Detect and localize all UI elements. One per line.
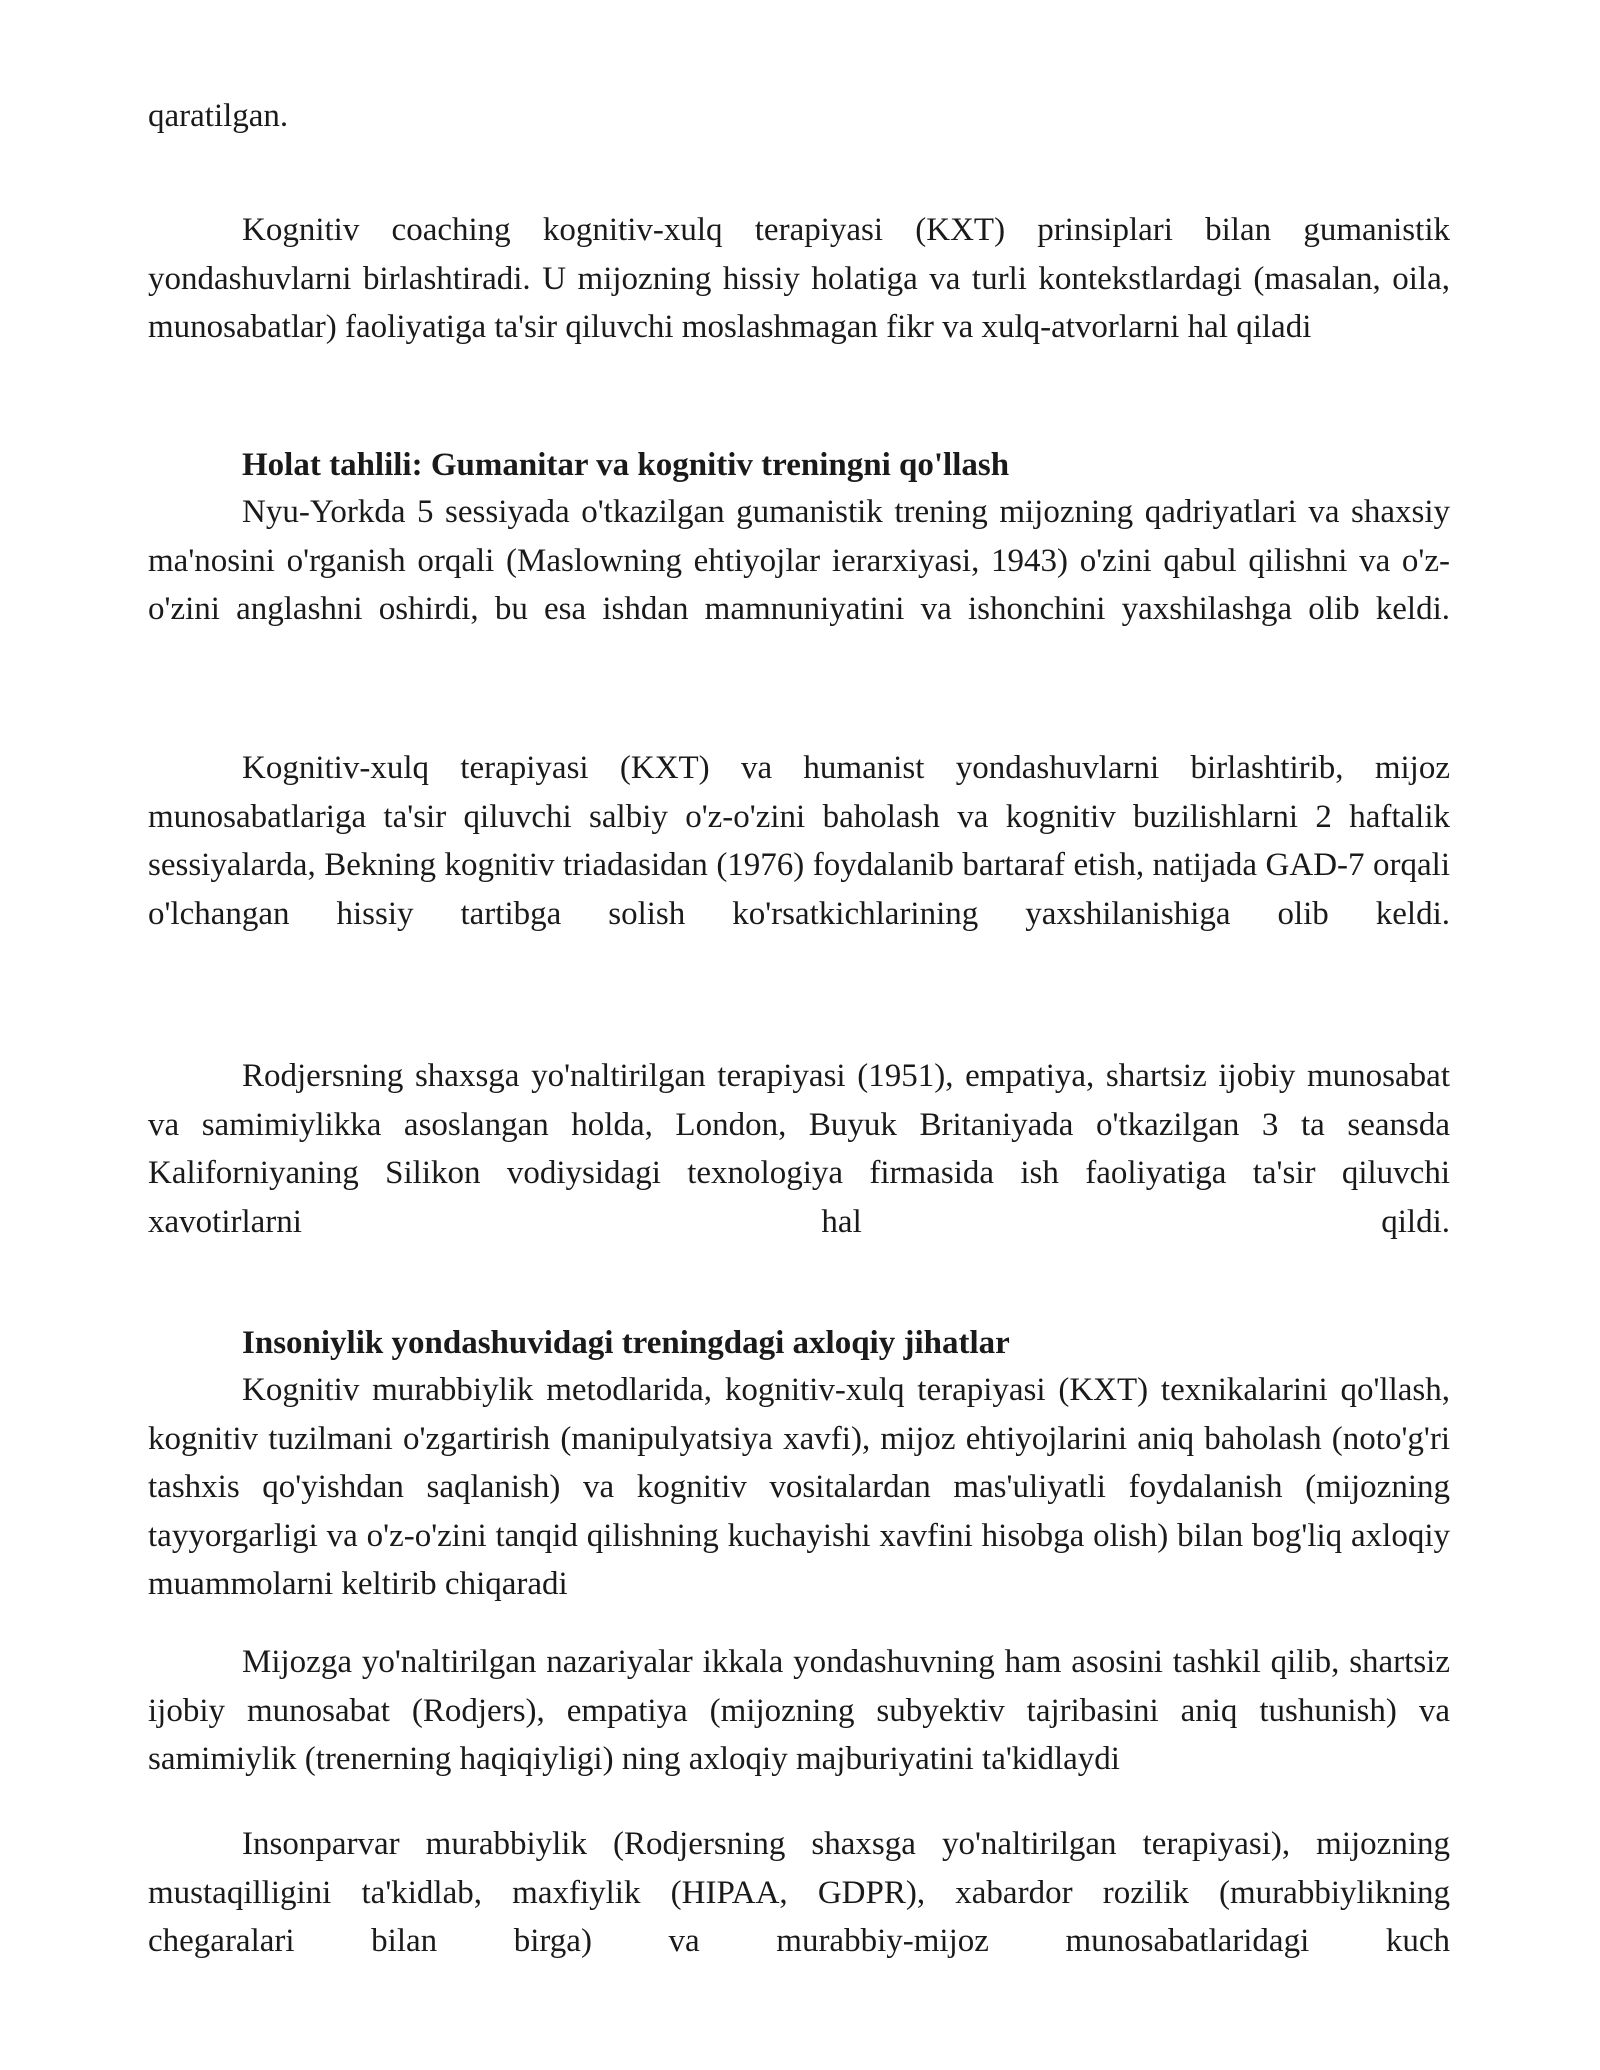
paragraph-client-centered: Mijozga yo'naltirilgan nazariyalar ikkala yondashuvning ham asosini tashkil qilib, shartsiz ijobiy munosabat (Rodjers), empatiya (mijozning subyektiv tajribasini aniq tushunish) va samimiylik (trenerning haqiqiyligi) ning axloqiy majburiyatini ta'kidlaydi <box>148 1644 1450 1777</box>
paragraph-continuation: qaratilgan. <box>148 98 289 134</box>
paragraph-block <box>148 1052 1450 1246</box>
paragraph-new-york: Nyu-Yorkda 5 sessiyada o'tkazilgan gumanistik trening mijozning qadriyatlari va shaxsiy ma'nosini o'rganish orqali (Maslowning ehtiyojlar ierarxiyasi, 1943) o'zini qabul qilishni va o'z-o'zini anglashni oshirdi, bu esa ishdan mamnuniyatini va ishonchini yaxshilashga olib keldi. <box>148 494 1450 627</box>
case-analysis-section <box>148 442 1450 634</box>
ethics-section <box>148 1320 1450 1609</box>
paragraph-kxt-integration: Kognitiv-xulq terapiyasi (KXT) va humanist yondashuvlarni birlashtirib, mijoz munosabatlariga ta'sir qiluvchi salbiy o'z-o'zini baholash va kognitiv buzilishlarni 2 haftalik sessiyalarda, Bekning kognitiv triadasidan (1976) foydalanib bartaraf etish, natijada GAD-7 orqali o'lchangan hissiy tartibga solish ko'rsatkichlarining yaxshilanishiga olib keldi. <box>148 750 1450 932</box>
section-heading-case-analysis: Holat tahlili: Gumanitar va kognitiv treningni qo'llash <box>242 447 1010 483</box>
paragraph-kognitiv-coaching: Kognitiv coaching kognitiv-xulq terapiyasi (KXT) prinsiplari bilan gumanistik yondashuvlarni birlashtiradi. U mijozning hissiy holatiga va turli kontekstlardagi (masalan, oila, munosabatlar) faoliyatiga ta'sir qiluvchi moslashmagan fikr va xulq-atvorlarni hal qiladi <box>148 212 1450 345</box>
paragraph-block <box>148 744 1450 938</box>
paragraph-cognitive-methods: Kognitiv murabbiylik metodlarida, kognitiv-xulq terapiyasi (KXT) texnikalarini qo'llash, kognitiv tuzilmani o'zgartirish (manipulyatsiya xavfi), mijoz ehtiyojlarini aniq baholash (noto'g'ri tashxis qo'yishdan saqlanish) va kognitiv vositalardan mas'uliyatli foydalanish (mijozning tayyorgarligi va o'z-o'zini tanqid qilishning kuchayishi xavfini hisobga olish) bilan bog'liq axloqiy muammolarni keltirib chiqaradi <box>148 1372 1450 1602</box>
paragraph-rogers-london: Rodjersning shaxsga yo'naltirilgan terapiyasi (1951), empatiya, shartsiz ijobiy munosabat va samimiylikka asoslangan holda, London, Buyuk Britaniyada o'tkazilgan 3 ta seansda Kaliforniyaning Silikon vodiysidagi texnologiya firmasida ish faoliyatiga ta'sir qiluvchi xavotirlarni hal qildi. <box>148 1058 1450 1240</box>
text-fragment <box>148 92 1450 141</box>
paragraph-block <box>148 1820 1450 1966</box>
section-heading-ethics: Insoniylik yondashuvidagi treningdagi axloqiy jihatlar <box>242 1325 1010 1361</box>
paragraph-humanist-coaching: Insonparvar murabbiylik (Rodjersning shaxsga yo'naltirilgan terapiyasi), mijozning mustaqilligini ta'kidlab, maxfiylik (HIPAA, GDPR), xabardor rozilik (murabbiylikning chegaralari bilan birga) va murabbiy-mijoz munosabatlaridagi kuch <box>148 1826 1450 1959</box>
paragraph-block <box>148 206 1450 352</box>
paragraph-block <box>148 1638 1450 1784</box>
